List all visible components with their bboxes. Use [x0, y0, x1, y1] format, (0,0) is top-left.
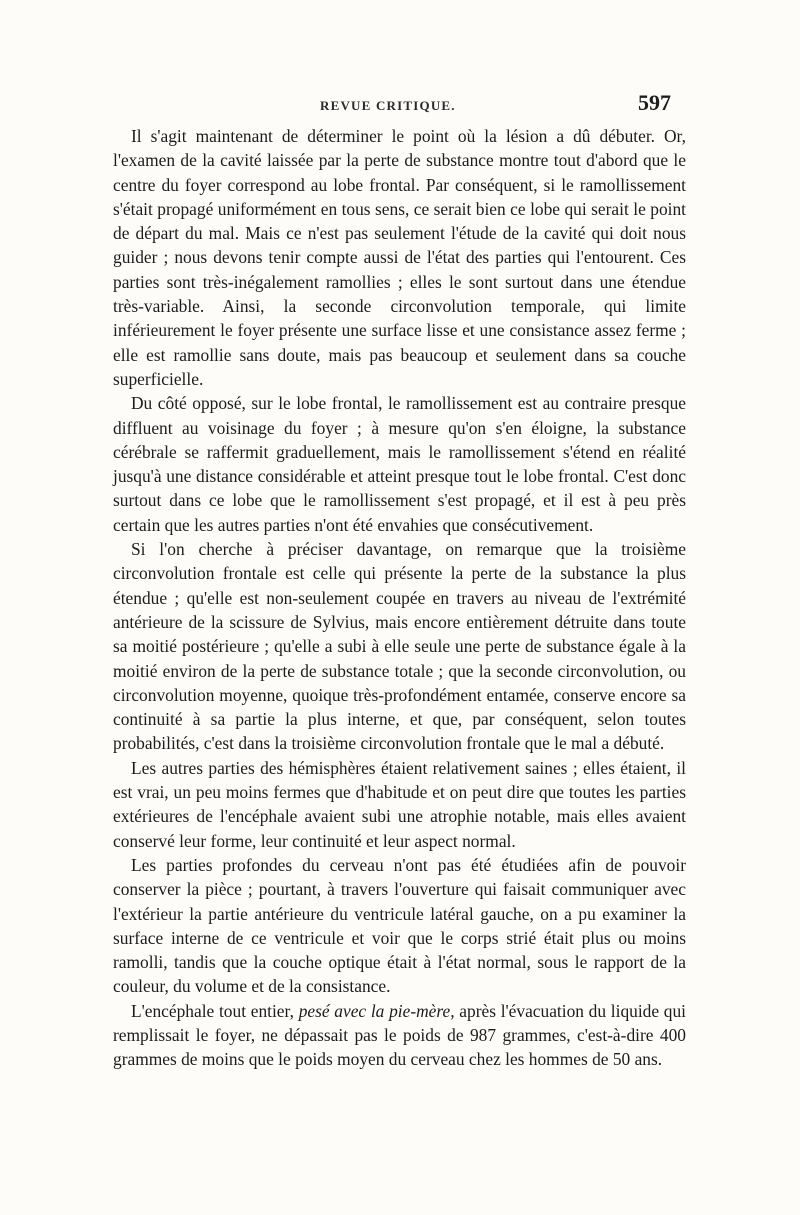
- brain-weight-text-start: L'encéphale tout entier,: [131, 1000, 299, 1021]
- paragraph-third-convolution: Si l'on cherche à préciser davantage, on remarque que la troisième circonvolution frontale est celle qui présente la perte de la substance la plus étendue ; qu'elle est non-seulement coupée en travers au niveau de l'extrémité antérieure de la scissure de Sylvius, mais encore entièrement détruite dans toute sa moitié postérieure ; qu'elle a subi à elle seule une perte de substance égale à la moitié environ de la perte de substance totale ; que la seconde circonvolution, ou circonvolution moyenne, quoique très-profondément entamée, conserve encore sa continuité à sa partie la plus interne, et que, par conséquent, selon toutes probabilités, c'est dans la troisième circonvolution frontale que le mal a débuté.: [113, 539, 686, 754]
- brain-weight-text-end: après l'évacuation du liquide qui remplissait le foyer, ne dépassait pas le poids de 987 grammes, c'est-à-dire 400 grammes de moins que le poids moyen du cerveau chez les hommes de 50 ans.: [113, 1000, 687, 1070]
- brain-weight-italic: pesé avec la pie-mère,: [298, 1000, 455, 1021]
- body-text: [113, 124, 686, 1072]
- page-number: 597: [638, 90, 671, 115]
- paragraph-lesion-origin: Il s'agit maintenant de déterminer le point où la lésion a dû débuter. Or, l'examen de la cavité laissée par la perte de substance montre tout d'abord que le centre du foyer correspond au lobe frontal. Par conséquent, si le ramollissement s'était propagé uniformément en tous sens, ce serait bien ce lobe qui serait le point de départ du mal. Mais ce n'est pas seulement l'étude de la cavité qui doit nous guider ; nous devons tenir compte aussi de l'état des parties qui l'entourent. Ces parties sont très-inégalement ramollies ; elles le sont surtout dans une étendue très-variable. Ainsi, la seconde circonvolution temporale, qui limite inférieurement le foyer présente une surface lisse et une consistance assez ferme ; elle est ramollie sans doute, mais pas beaucoup et seulement dans sa couche superficielle.: [113, 126, 686, 389]
- paragraph-frontal-lobe: Du côté opposé, sur le lobe frontal, le ramollissement est au contraire presque diffluent au voisinage du foyer ; à mesure qu'on s'en éloigne, la substance cérébrale se raffermit graduellement, mais le ramollissement s'étend en réalité jusqu'à une distance considérable et atteint presque tout le lobe frontal. C'est donc surtout dans ce lobe que le ramollissement s'est propagé, et il est à peu près certain que les autres parties n'ont été envahies que consécutivement.: [113, 393, 686, 535]
- paragraph-brain-weight: [113, 999, 686, 1072]
- paragraph-deep-parts: Les parties profondes du cerveau n'ont pas été étudiées afin de pouvoir conserver la pièce ; pourtant, à travers l'ouverture qui faisait communiquer avec l'extérieur la partie antérieure du ventricule latéral gauche, on a pu examiner la surface interne de ce ventricule et voir que le corps strié était plus ou moins ramolli, tandis que la couche optique était à l'état normal, sous le rapport de la couleur, du volume et de la consistance.: [113, 854, 686, 997]
- paragraph-other-parts: Les autres parties des hémisphères étaient relativement saines ; elles étaient, il est vrai, un peu moins fermes que d'habitude et on peut dire que toutes les parties extérieures de l'encéphale avaient subi une atrophie notable, mais elles avaient conservé leur forme, leur continuité et leur aspect normal.: [113, 757, 686, 851]
- running-title: REVUE CRITIQUE.: [320, 98, 456, 113]
